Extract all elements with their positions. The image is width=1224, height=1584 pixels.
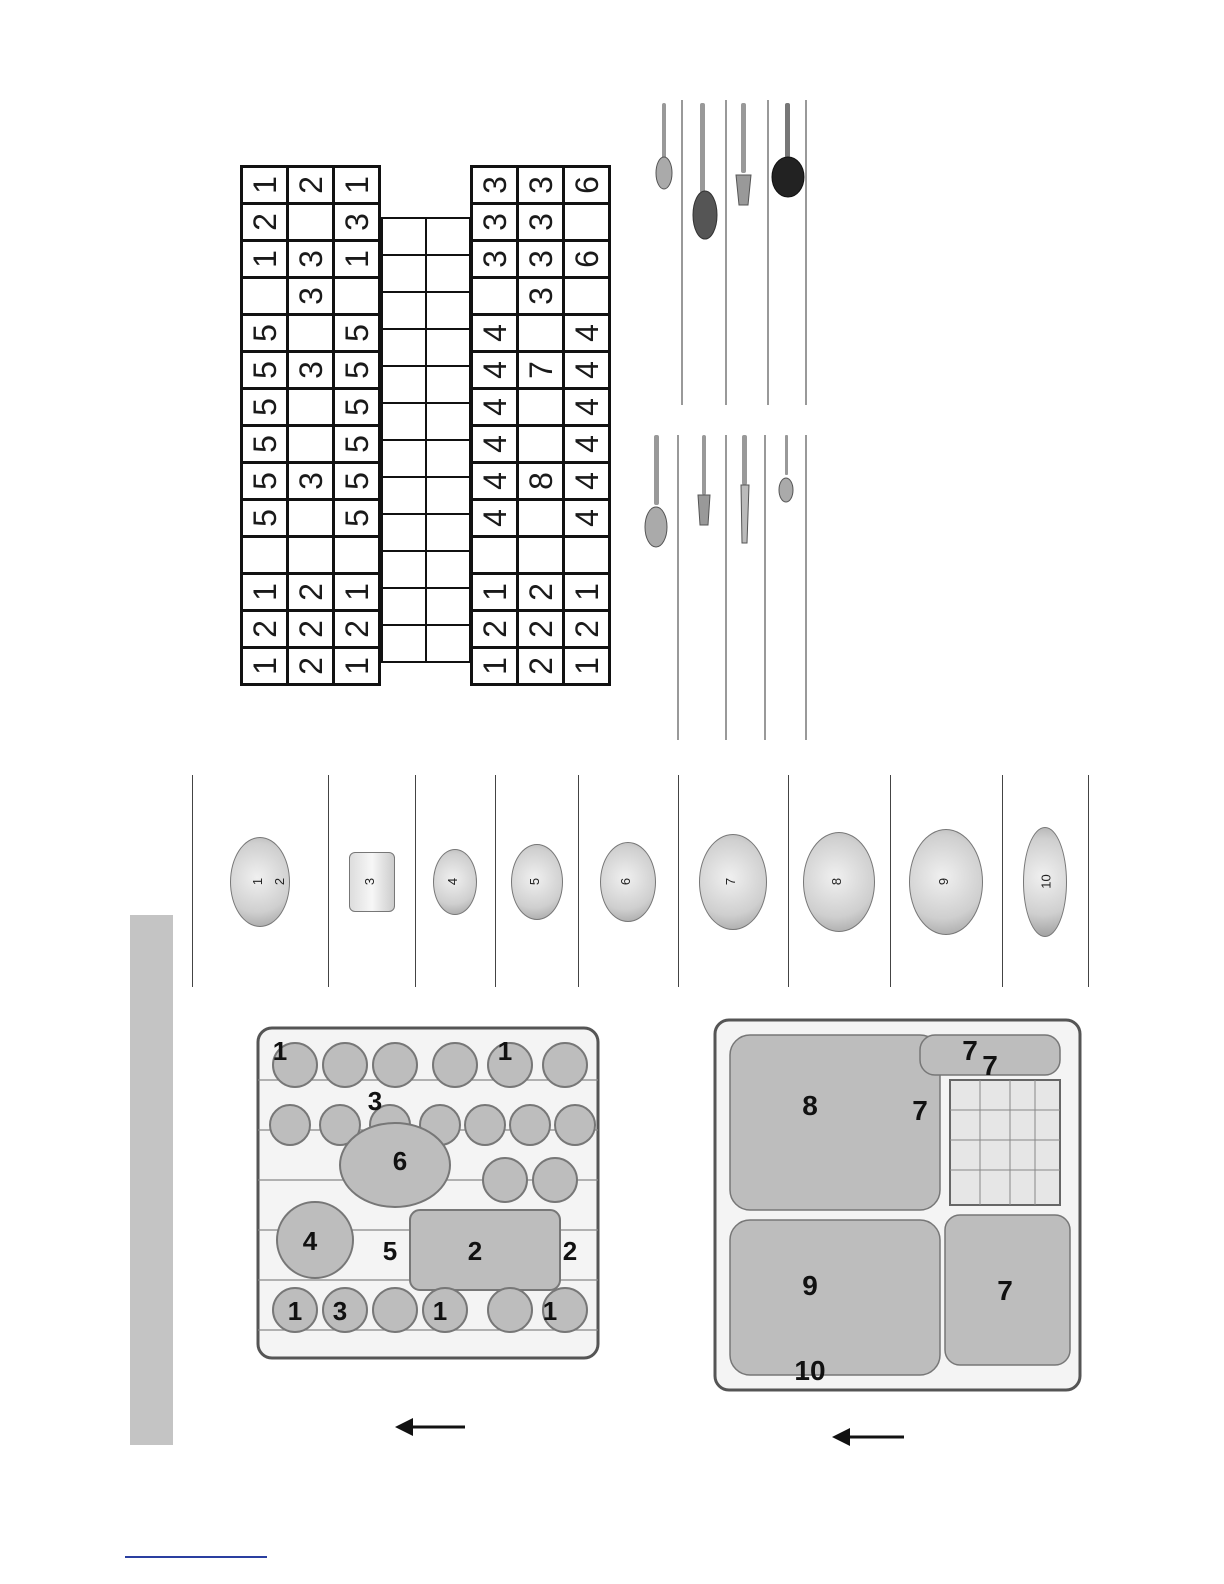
basket-cell xyxy=(332,535,381,575)
basket-cell-number: 5 xyxy=(246,509,283,527)
basket-cell xyxy=(562,609,611,649)
lower-rack-direction-arrow xyxy=(832,1422,907,1452)
cup-saucer-icon xyxy=(230,837,290,927)
basket-cell-number: 4 xyxy=(568,435,605,453)
basket-cell-number: 1 xyxy=(246,657,283,675)
basket-cell xyxy=(470,239,519,279)
legend-separator xyxy=(192,775,193,987)
dinner-plate-icon xyxy=(803,832,875,932)
basket-connector-cell xyxy=(381,587,427,626)
basket-cell xyxy=(516,461,565,501)
upper-rack-label: 1 xyxy=(272,1036,288,1066)
basket-cell-number: 2 xyxy=(246,620,283,638)
basket-cell xyxy=(240,276,289,316)
legend-separator xyxy=(1002,775,1003,987)
basket-cell xyxy=(470,350,519,390)
basket-cell xyxy=(240,313,289,353)
basket-connector-cell xyxy=(425,402,471,441)
basket-cell-number: 1 xyxy=(338,250,375,268)
oval-platter-icon xyxy=(1023,827,1067,937)
basket-cell-number: 3 xyxy=(522,213,559,231)
basket-cell xyxy=(332,572,381,612)
basket-cell xyxy=(332,276,381,316)
basket-cell xyxy=(516,498,565,538)
legend-separator xyxy=(495,775,496,987)
basket-cell xyxy=(562,646,611,686)
basket-cell xyxy=(562,387,611,427)
basket-cell-number: 5 xyxy=(338,472,375,490)
basket-cell xyxy=(470,646,519,686)
basket-connector-cell xyxy=(425,476,471,515)
basket-cell xyxy=(562,313,611,353)
legend-separator xyxy=(678,775,679,987)
basket-cell xyxy=(286,424,335,464)
teaspoon-icon xyxy=(656,103,672,189)
basket-cell xyxy=(470,424,519,464)
upper-rack-label: 3 xyxy=(332,1296,348,1326)
basket-cell-number: 3 xyxy=(292,250,329,268)
basket-cell-number: 3 xyxy=(522,250,559,268)
basket-cell xyxy=(516,239,565,279)
basket-connector-cell xyxy=(381,254,427,293)
basket-cell-number: 5 xyxy=(246,398,283,416)
basket-cell xyxy=(240,572,289,612)
upper-rack xyxy=(250,1020,610,1370)
basket-connector-cell xyxy=(425,365,471,404)
lower-rack-label: 8 xyxy=(802,1090,818,1121)
basket-cell-number: 4 xyxy=(568,472,605,490)
basket-cell xyxy=(562,535,611,575)
basket-cell-number: 2 xyxy=(338,620,375,638)
basket-cell xyxy=(562,202,611,242)
basket-cell xyxy=(240,165,289,205)
basket-cell-number: 2 xyxy=(292,657,329,675)
basket-connector-cell xyxy=(425,217,471,256)
basket-connector-cell xyxy=(381,365,427,404)
basket-cell xyxy=(286,276,335,316)
basket-cell xyxy=(286,572,335,612)
basket-cell-number: 1 xyxy=(338,176,375,194)
basket-cell xyxy=(470,165,519,205)
legend-separator xyxy=(578,775,579,987)
basket-cell-number: 1 xyxy=(338,657,375,675)
basket-connector-cell xyxy=(425,328,471,367)
legend-number: 5 xyxy=(526,877,542,886)
ladle-icon xyxy=(772,103,804,197)
basket-cell xyxy=(562,498,611,538)
basket-connector-cell xyxy=(425,291,471,330)
cutlery-legend xyxy=(630,95,820,745)
basket-cell xyxy=(516,609,565,649)
basket-cell-number: 3 xyxy=(338,213,375,231)
basket-cell xyxy=(470,609,519,649)
basket-cell-number: 6 xyxy=(568,250,605,268)
lower-rack-label: 7 xyxy=(982,1050,998,1081)
basket-cell-number: 5 xyxy=(338,435,375,453)
soup-plate-icon xyxy=(909,829,983,935)
basket-cell xyxy=(470,202,519,242)
basket-cell xyxy=(240,350,289,390)
basket-cell xyxy=(470,535,519,575)
legend-number: 7 xyxy=(723,877,739,886)
basket-cell xyxy=(516,387,565,427)
side-tab-strip xyxy=(130,915,173,1445)
basket-cell-number: 2 xyxy=(292,583,329,601)
basket-cell-number: 4 xyxy=(476,509,513,527)
basket-cell xyxy=(240,202,289,242)
serving-fork-icon xyxy=(736,103,751,205)
basket-cell-number: 2 xyxy=(246,213,283,231)
basket-cell xyxy=(286,165,335,205)
basket-cell-number: 3 xyxy=(476,176,513,194)
basket-connector-cell xyxy=(381,328,427,367)
basket-connector-cell xyxy=(381,624,427,663)
legend-sub-number: 2 xyxy=(272,877,288,886)
basket-cell-number: 4 xyxy=(476,324,513,342)
basket-cell-number: 1 xyxy=(246,250,283,268)
basket-cell-number: 5 xyxy=(246,361,283,379)
basket-cell-number: 2 xyxy=(476,620,513,638)
basket-cell-number: 7 xyxy=(522,361,559,379)
basket-cell-number: 2 xyxy=(522,583,559,601)
basket-cell xyxy=(286,498,335,538)
basket-cell-number: 3 xyxy=(522,287,559,305)
upper-rack-label: 1 xyxy=(432,1296,448,1326)
legend-number: 6 xyxy=(618,877,634,886)
basket-cell-number: 3 xyxy=(292,287,329,305)
basket-cell xyxy=(516,313,565,353)
basket-cell-number: 2 xyxy=(292,620,329,638)
knife-icon xyxy=(741,435,749,543)
basket-connector-cell xyxy=(425,550,471,589)
basket-cell-number: 8 xyxy=(522,472,559,490)
lower-rack-label: 7 xyxy=(962,1035,978,1066)
lower-rack-label: 9 xyxy=(802,1270,818,1301)
basket-cell xyxy=(332,646,381,686)
cutlery-basket-grid xyxy=(240,165,612,685)
dessert-plate-icon xyxy=(699,834,767,930)
basket-cell-number: 5 xyxy=(246,324,283,342)
basket-cell xyxy=(516,535,565,575)
basket-cell-number: 3 xyxy=(292,361,329,379)
basket-cell xyxy=(240,461,289,501)
basket-cell-number: 5 xyxy=(338,509,375,527)
upper-rack-label: 1 xyxy=(542,1296,558,1326)
basket-cell xyxy=(240,239,289,279)
basket-cell-number: 5 xyxy=(338,398,375,416)
lower-rack-label: 10 xyxy=(794,1355,826,1386)
basket-cell-number: 1 xyxy=(246,176,283,194)
basket-connector-cell xyxy=(425,439,471,478)
basket-cell xyxy=(332,498,381,538)
footer-rule xyxy=(125,1556,267,1558)
basket-cell xyxy=(240,498,289,538)
basket-cell-number: 4 xyxy=(476,398,513,416)
basket-cell xyxy=(516,165,565,205)
basket-cell xyxy=(562,350,611,390)
basket-cell xyxy=(562,165,611,205)
basket-cell xyxy=(470,387,519,427)
coffee-spoon-icon xyxy=(779,435,793,502)
lower-rack-label: 7 xyxy=(997,1275,1013,1306)
basket-cell-number: 5 xyxy=(246,472,283,490)
basket-cell xyxy=(332,350,381,390)
basket-cell-number: 1 xyxy=(476,657,513,675)
basket-cell xyxy=(562,424,611,464)
basket-cell-number: 4 xyxy=(568,324,605,342)
basket-cell-number: 4 xyxy=(476,435,513,453)
basket-cell xyxy=(562,572,611,612)
basket-cell-number: 4 xyxy=(568,361,605,379)
legend-number: 9 xyxy=(936,877,952,886)
legend-separator xyxy=(1088,775,1089,987)
basket-cell-number: 4 xyxy=(568,509,605,527)
basket-connector-cell xyxy=(425,254,471,293)
lower-rack-label: 7 xyxy=(912,1095,928,1126)
basket-cell xyxy=(286,461,335,501)
legend-number: 4 xyxy=(445,877,461,886)
basket-connector-cell xyxy=(381,402,427,441)
basket-cell xyxy=(240,535,289,575)
basket-cell xyxy=(562,461,611,501)
medium-bowl-icon xyxy=(511,844,563,920)
basket-cell-number: 2 xyxy=(522,657,559,675)
basket-cell xyxy=(286,646,335,686)
basket-cell xyxy=(516,276,565,316)
upper-rack-direction-arrow xyxy=(395,1412,470,1442)
basket-cell xyxy=(516,202,565,242)
basket-cell-number: 3 xyxy=(476,213,513,231)
basket-cell xyxy=(516,424,565,464)
basket-cell xyxy=(286,313,335,353)
legend-number: 1 xyxy=(250,877,266,886)
upper-rack-label: 3 xyxy=(367,1086,383,1116)
glass-icon xyxy=(349,852,395,912)
basket-cell-number: 2 xyxy=(522,620,559,638)
basket-cell xyxy=(332,424,381,464)
basket-connector-cell xyxy=(425,624,471,663)
basket-cell-number: 4 xyxy=(568,398,605,416)
basket-cell xyxy=(516,350,565,390)
basket-cell xyxy=(516,646,565,686)
legend-separator xyxy=(328,775,329,987)
basket-cell-number: 3 xyxy=(292,472,329,490)
basket-cell-number: 1 xyxy=(246,583,283,601)
upper-rack-label: 6 xyxy=(392,1146,408,1176)
basket-connector-cell xyxy=(381,439,427,478)
basket-connector-cell xyxy=(381,550,427,589)
basket-cell-number: 4 xyxy=(476,472,513,490)
legend-number: 10 xyxy=(1038,874,1054,889)
legend-separator xyxy=(415,775,416,987)
basket-cell xyxy=(240,424,289,464)
basket-connector-cell xyxy=(381,291,427,330)
upper-rack-label: 2 xyxy=(467,1236,483,1266)
basket-cell-number: 1 xyxy=(476,583,513,601)
basket-cell xyxy=(240,646,289,686)
basket-cell xyxy=(240,609,289,649)
basket-cell-number: 2 xyxy=(292,176,329,194)
basket-cell xyxy=(332,202,381,242)
basket-cell xyxy=(286,202,335,242)
basket-cell xyxy=(332,239,381,279)
upper-rack-label: 4 xyxy=(302,1226,318,1256)
small-bowl-icon xyxy=(433,849,477,915)
serving-spoon-icon xyxy=(693,103,717,239)
soup-spoon-icon xyxy=(645,435,667,547)
basket-cell xyxy=(332,387,381,427)
basket-cell xyxy=(470,276,519,316)
basket-cell-number: 2 xyxy=(568,620,605,638)
basket-cell xyxy=(332,609,381,649)
basket-cell xyxy=(562,276,611,316)
basket-cell xyxy=(470,572,519,612)
basket-cell-number: 1 xyxy=(568,583,605,601)
large-bowl-icon xyxy=(600,842,656,922)
basket-cell xyxy=(286,239,335,279)
basket-cell xyxy=(332,165,381,205)
legend-number: 3 xyxy=(361,877,377,886)
basket-cell-number: 3 xyxy=(476,250,513,268)
lower-rack xyxy=(710,1015,1085,1395)
basket-cell xyxy=(286,535,335,575)
basket-cell xyxy=(516,572,565,612)
basket-cell xyxy=(286,609,335,649)
legend-number: 8 xyxy=(829,877,845,886)
basket-cell xyxy=(562,239,611,279)
basket-cell-number: 6 xyxy=(568,176,605,194)
legend-separator xyxy=(890,775,891,987)
legend-separator xyxy=(788,775,789,987)
basket-cell-number: 1 xyxy=(568,657,605,675)
basket-cell xyxy=(286,387,335,427)
basket-cell xyxy=(332,461,381,501)
upper-rack-label: 1 xyxy=(497,1036,513,1066)
basket-cell xyxy=(240,387,289,427)
basket-connector-cell xyxy=(425,513,471,552)
basket-cell-number: 3 xyxy=(522,176,559,194)
basket-cell-number: 5 xyxy=(338,324,375,342)
basket-cell-number: 5 xyxy=(246,435,283,453)
upper-rack-label: 1 xyxy=(287,1296,303,1326)
basket-cell-number: 1 xyxy=(338,583,375,601)
fork-icon xyxy=(698,435,710,525)
basket-cell xyxy=(470,461,519,501)
basket-cell xyxy=(332,313,381,353)
basket-cell xyxy=(470,498,519,538)
basket-cell xyxy=(470,313,519,353)
upper-rack-label: 5 xyxy=(382,1236,398,1266)
basket-cell-number: 4 xyxy=(476,361,513,379)
basket-connector-cell xyxy=(381,513,427,552)
basket-connector-cell xyxy=(425,587,471,626)
basket-connector-cell xyxy=(381,476,427,515)
basket-cell-number: 5 xyxy=(338,361,375,379)
upper-rack-label: 2 xyxy=(562,1236,578,1266)
basket-cell xyxy=(286,350,335,390)
basket-connector-cell xyxy=(381,217,427,256)
